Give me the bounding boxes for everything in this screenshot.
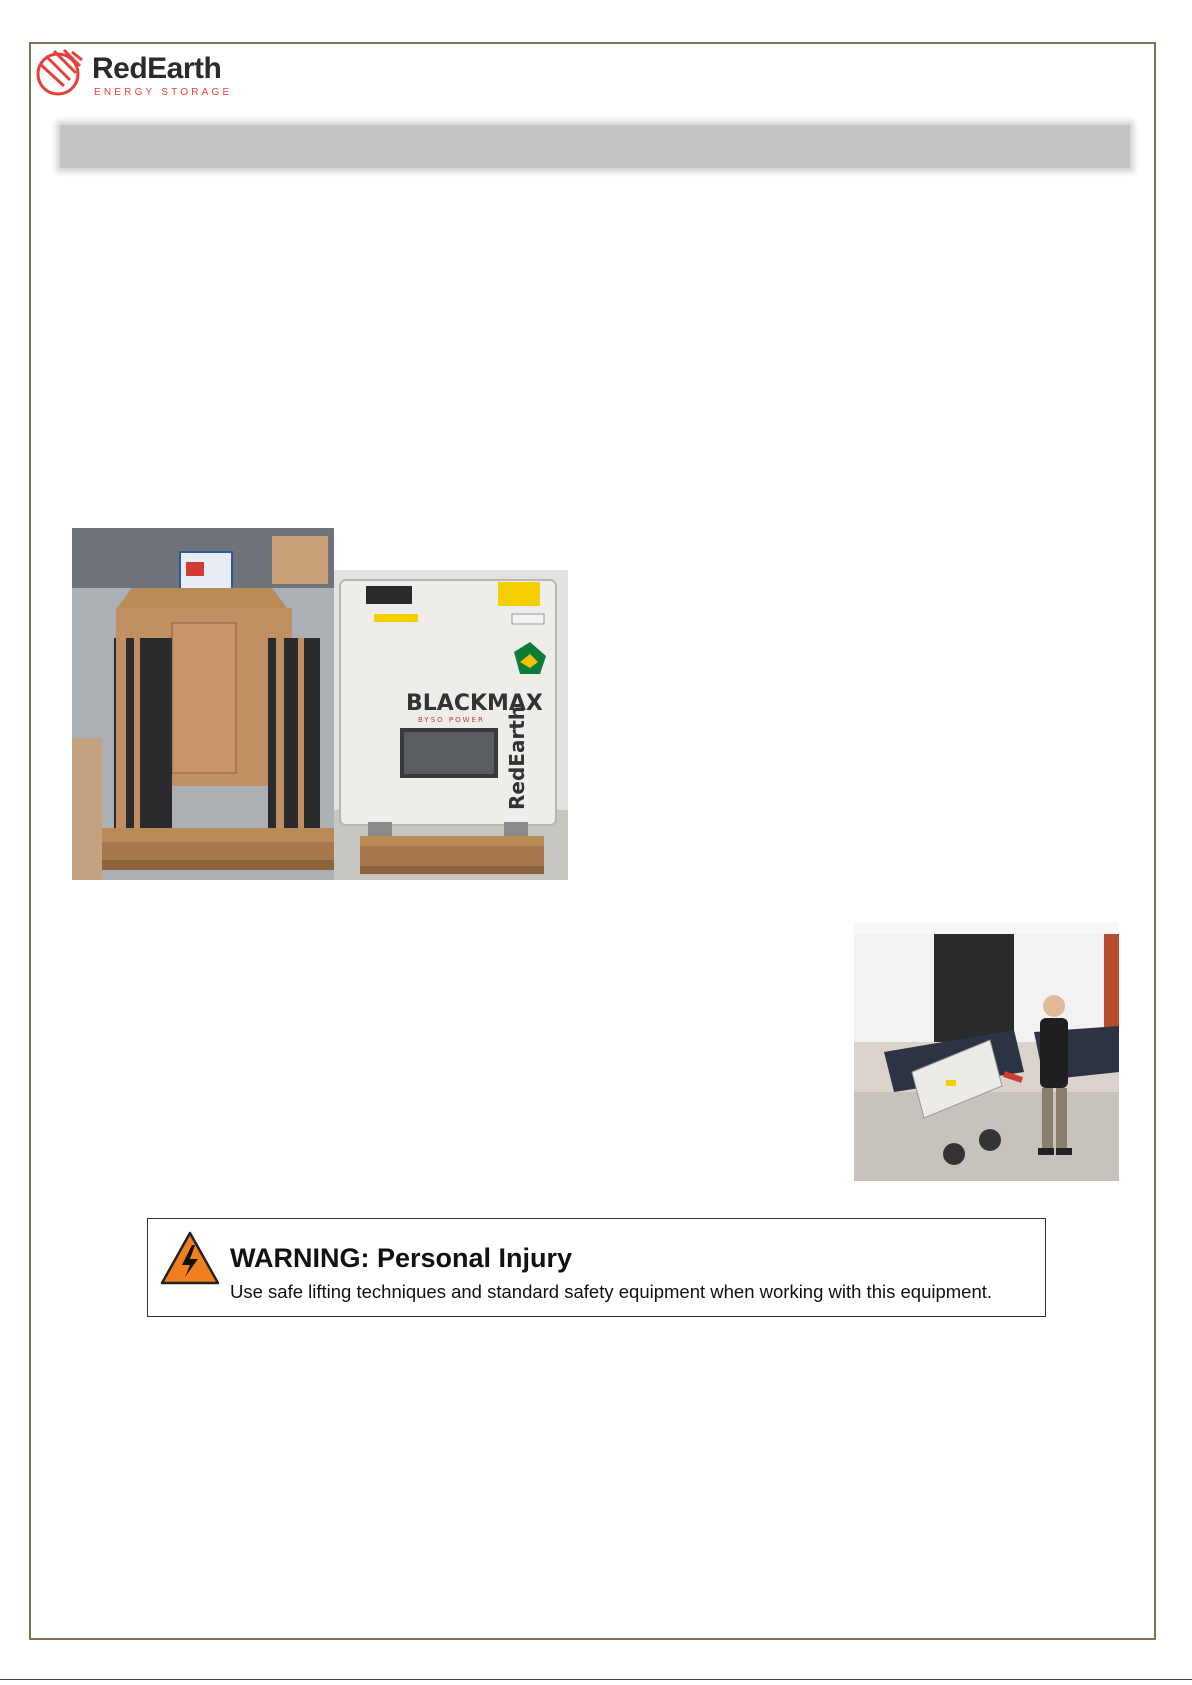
cabinet-product-label: BLACKMAX [406, 691, 543, 716]
warning-box [147, 1218, 1046, 1317]
section-header-bar [60, 125, 1130, 168]
pallet-photo [72, 528, 334, 880]
logo-tagline: ENERGY STORAGE [94, 87, 233, 98]
electrical-hazard-icon [160, 1231, 220, 1285]
logo-name: RedEarth [92, 52, 222, 85]
redearth-logo [34, 46, 234, 102]
cabinet-sub-label: BYSO POWER [418, 716, 485, 724]
warning-text: Use safe lifting techniques and standard safety equipment when working with this equipment. [230, 1281, 993, 1302]
trolley-photo [854, 922, 1119, 1181]
blackmax-cabinet-photo [334, 570, 568, 880]
warning-title: WARNING: Personal Injury [230, 1243, 573, 1273]
cabinet-side-label: RedEarth [505, 705, 529, 810]
bottom-rule [0, 1679, 1192, 1680]
redearth-logo-icon [34, 46, 86, 98]
